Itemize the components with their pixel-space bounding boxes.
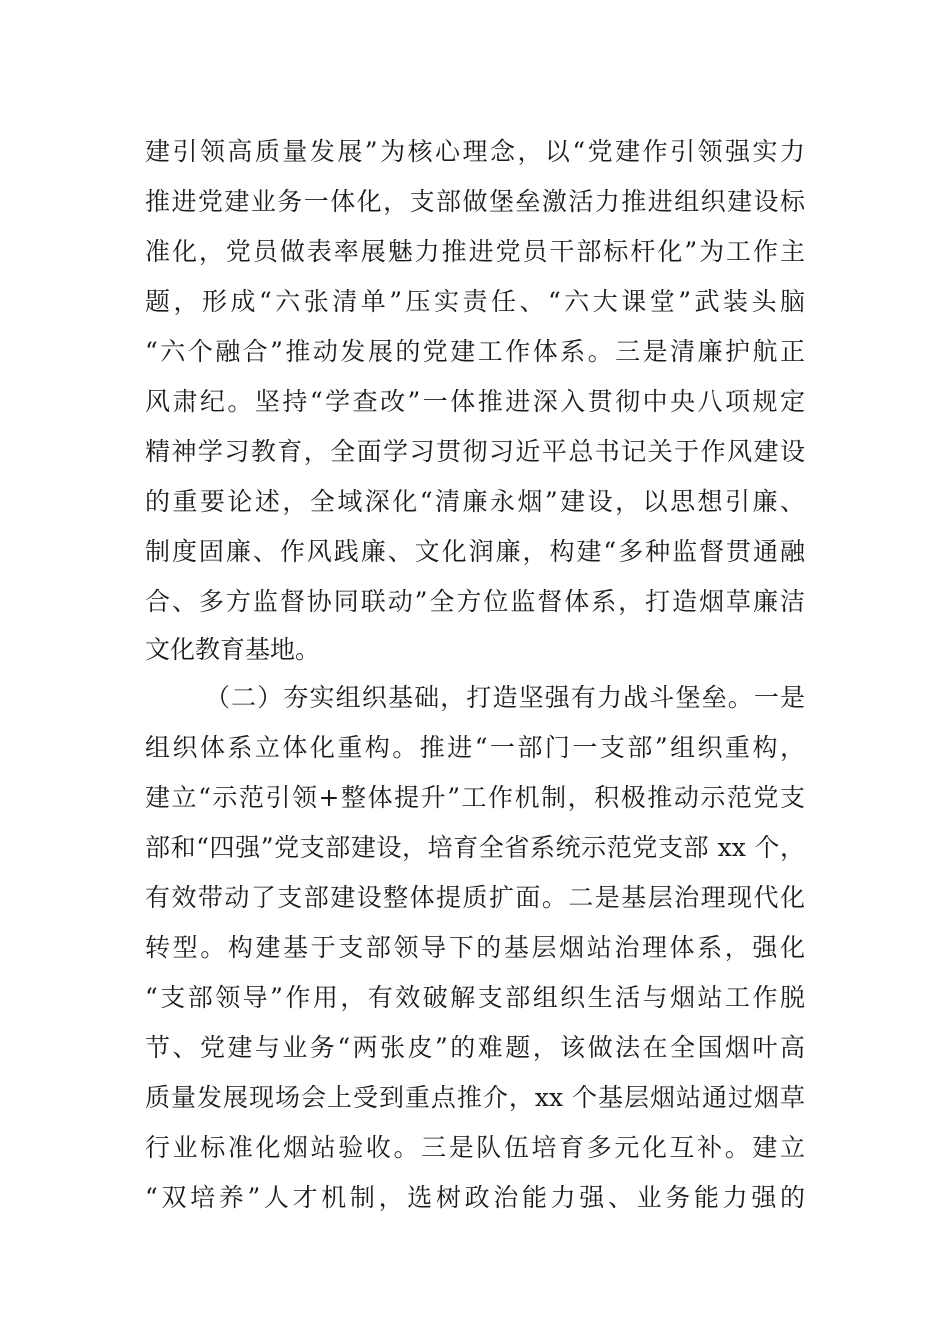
text-line: 转型。构建基于支部领导下的基层烟站治理体系，强化 xyxy=(145,933,805,962)
text-line: 制度固廉、作风践廉、文化润廉，构建“多种监督贯通融 xyxy=(145,537,805,566)
text-line: 精神学习教育，全面学习贯彻习近平总书记关于作风建设 xyxy=(145,437,805,466)
section-heading-line: （二）夯实组织基础，打造坚强有力战斗堡垒。一是 xyxy=(205,683,805,712)
text-line: 题，形成“六张清单”压实责任、“六大课堂”武装头脑 xyxy=(145,287,805,316)
text-line: 组织体系立体化重构。推进“一部门一支部”组织重构， xyxy=(145,733,805,762)
text-line: 行业标准化烟站验收。三是队伍培育多元化互补。建立 xyxy=(145,1133,805,1162)
text-line: 有效带动了支部建设整体提质扩面。二是基层治理现代化 xyxy=(145,883,805,912)
text-line: 质量发展现场会上受到重点推介，xx 个基层烟站通过烟草 xyxy=(145,1083,805,1112)
text-line: 部和“四强”党支部建设，培育全省系统示范党支部 xx 个， xyxy=(145,833,805,862)
text-line: 文化教育基地。 xyxy=(145,635,321,664)
text-line: 节、党建与业务“两张皮”的难题，该做法在全国烟叶高 xyxy=(145,1033,805,1062)
text-line: 合、多方监督协同联动”全方位监督体系，打造烟草廉洁 xyxy=(145,587,805,616)
text-line: 推进党建业务一体化，支部做堡垒激活力推进组织建设标 xyxy=(145,187,805,216)
text-line: 的重要论述，全域深化“清廉永烟”建设，以思想引廉、 xyxy=(145,487,805,516)
text-line: “六个融合”推动发展的党建工作体系。三是清廉护航正 xyxy=(145,337,805,366)
text-line: 建引领高质量发展”为核心理念，以“党建作引领强实力 xyxy=(145,137,805,166)
text-line: 建立“示范引领+整体提升”工作机制，积极推动示范党支 xyxy=(145,783,805,812)
text-line: “双培养”人才机制，选树政治能力强、业务能力强的 xyxy=(145,1183,805,1212)
text-line: “支部领导”作用，有效破解支部组织生活与烟站工作脱 xyxy=(145,983,805,1012)
text-line: 风肃纪。坚持“学查改”一体推进深入贯彻中央八项规定 xyxy=(145,387,805,416)
text-line: 准化，党员做表率展魅力推进党员干部标杆化”为工作主 xyxy=(145,237,805,266)
